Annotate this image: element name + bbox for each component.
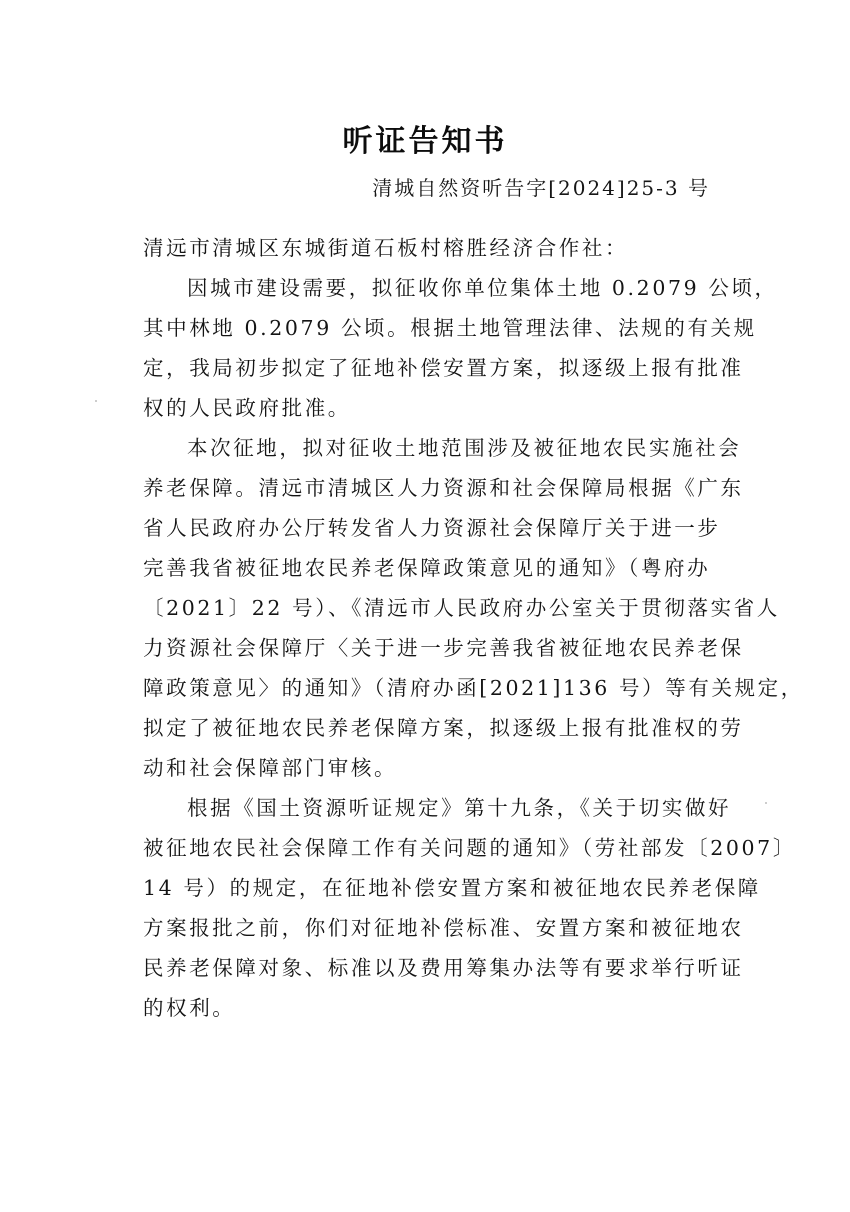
paragraph-2-line-2: 养老保障。清远市清城区人力资源和社会保障局根据《广东 [143,476,744,500]
paragraph-3-line-4: 方案报批之前，你们对征地补偿标准、安置方案和被征地农 [143,916,744,940]
paragraph-2-line-1: 本次征地，拟对征收土地范围涉及被征地农民实施社会 [187,436,742,460]
paragraph-3-line-6: 的权利。 [143,996,236,1020]
paragraph-2-line-3: 省人民政府办公厅转发省人力资源社会保障厅关于进一步 [143,516,721,540]
recipient-line: 清远市清城区东城街道石板村榕胜经济合作社： [143,236,629,260]
paragraph-2-line-9: 动和社会保障部门审核。 [143,756,398,780]
paragraph-2-line-5: 〔2021〕22 号）、《清远市人民政府办公室关于贯彻落实省人 [143,596,780,620]
scan-speck [765,802,767,804]
document-title: 听证告知书 [342,124,508,159]
scan-speck [95,400,97,402]
paragraph-2-line-4: 完善我省被征地农民养老保障政策意见的通知》（粤府办 [143,556,711,580]
paragraph-1-line-3: 定，我局初步拟定了征地补偿安置方案，拟逐级上报有批准 [143,356,744,380]
paragraph-2-line-6: 力资源社会保障厅〈关于进一步完善我省被征地农民养老保 [143,636,744,660]
paragraph-2-line-7: 障政策意见〉的通知》（清府办函[2021]136 号）等有关规定， [143,676,804,700]
paragraph-3-line-3: 14 号）的规定，在征地补偿安置方案和被征地农民养老保障 [143,876,761,900]
paragraph-2-line-8: 拟定了被征地农民养老保障方案，拟逐级上报有批准权的劳 [143,716,744,740]
paragraph-1-line-1: 因城市建设需要，拟征收你单位集体土地 0.2079 公顷， [187,276,778,300]
paragraph-3-line-2: 被征地农民社会保障工作有关问题的通知》（劳社部发〔2007〕 [143,836,796,860]
paragraph-3-line-5: 民养老保障对象、标准以及费用筹集办法等有要求举行听证 [143,956,744,980]
paragraph-3-line-1: 根据《国土资源听证规定》第十九条，《关于切实做好 [187,796,732,820]
document-body [143,228,804,1028]
document-number: 清城自然资听告字[2024]25-3 号 [372,176,710,200]
paragraph-1-line-2: 其中林地 0.2079 公顷。根据土地管理法律、法规的有关规 [143,316,757,340]
paragraph-1-line-4: 权的人民政府批准。 [143,396,351,420]
